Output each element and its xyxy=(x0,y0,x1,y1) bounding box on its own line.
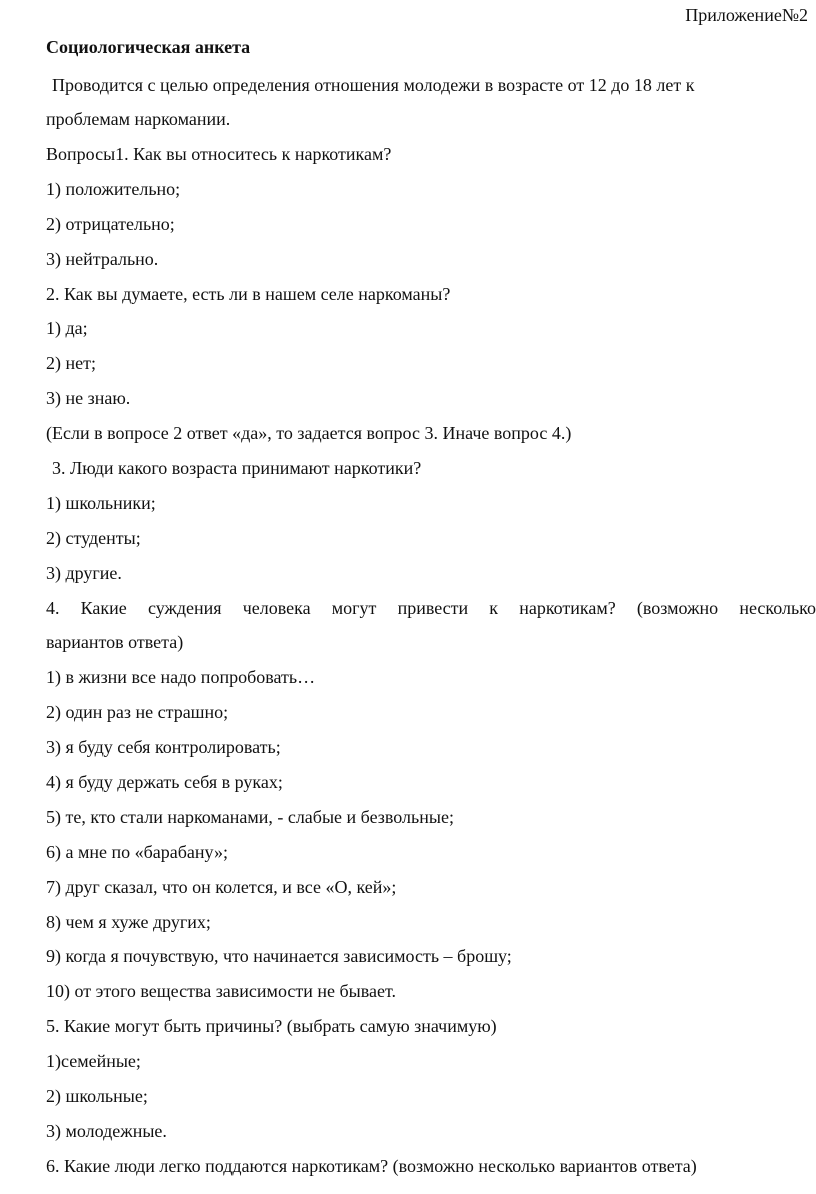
question-6: 6. Какие люди легко поддаются наркотикам? (возможно несколько вариантов ответа) xyxy=(46,1155,697,1176)
question-3: 3. Люди какого возраста принимают наркотики? xyxy=(52,458,422,479)
question-2: 2. Как вы думаете, есть ли в нашем селе наркоманы? xyxy=(46,283,451,304)
questionnaire-body xyxy=(46,137,816,1184)
intro-paragraph xyxy=(46,68,796,136)
answer-option: 3) молодежные. xyxy=(46,1120,167,1141)
answer-option: 6) а мне по «барабану»; xyxy=(46,841,228,862)
intro-line-1: Проводится с целью определения отношения молодежи в возрасте от 12 до 18 лет к xyxy=(52,75,695,95)
answer-option: 1) положительно; xyxy=(46,178,181,199)
answer-option: 8) чем я хуже других; xyxy=(46,911,211,932)
answer-option: 4) я буду держать себя в руках; xyxy=(46,772,283,793)
question-4-continued: вариантов ответа) xyxy=(46,632,184,653)
answer-option: 3) другие. xyxy=(46,562,122,583)
answer-option: 5) те, кто стали наркоманами, - слабые и безвольные; xyxy=(46,806,454,827)
answer-option: 2) один раз не страшно; xyxy=(46,702,229,723)
answer-option: 9) когда я почувствую, что начинается зависимость – брошу; xyxy=(46,946,512,967)
answer-option: 3) я буду себя контролировать; xyxy=(46,737,281,758)
answer-option: 2) студенты; xyxy=(46,527,141,548)
answer-option: 3) нейтрально. xyxy=(46,248,159,269)
answer-option: 3) не знаю. xyxy=(46,388,131,409)
document-title: Социологическая анкета xyxy=(46,37,251,57)
intro-line-2: проблемам наркомании. xyxy=(46,109,231,129)
question-5: 5. Какие могут быть причины? (выбрать самую значимую) xyxy=(46,1016,497,1037)
question-1: Вопросы1. Как вы относитесь к наркотикам? xyxy=(46,144,392,164)
answer-option: 1) да; xyxy=(46,318,88,339)
answer-option: 1)семейные; xyxy=(46,1051,141,1072)
answer-option: 7) друг сказал, что он колется, и все «О, кей»; xyxy=(46,876,397,897)
answer-option: 2) школьные; xyxy=(46,1086,148,1107)
answer-option: 2) отрицательно; xyxy=(46,213,175,234)
question-4: 4. Какие суждения человека могут привести к наркотикам? (возможно несколько xyxy=(46,597,816,618)
instruction-note: (Если в вопросе 2 ответ «да», то задается вопрос 3. Иначе вопрос 4.) xyxy=(46,423,572,444)
answer-option: 1) в жизни все надо попробовать… xyxy=(46,667,316,688)
answer-option: 1) школьники; xyxy=(46,492,156,513)
appendix-label: Приложение№2 xyxy=(685,5,808,25)
answer-option: 10) от этого вещества зависимости не бывает. xyxy=(46,981,397,1002)
answer-option: 2) нет; xyxy=(46,353,96,374)
